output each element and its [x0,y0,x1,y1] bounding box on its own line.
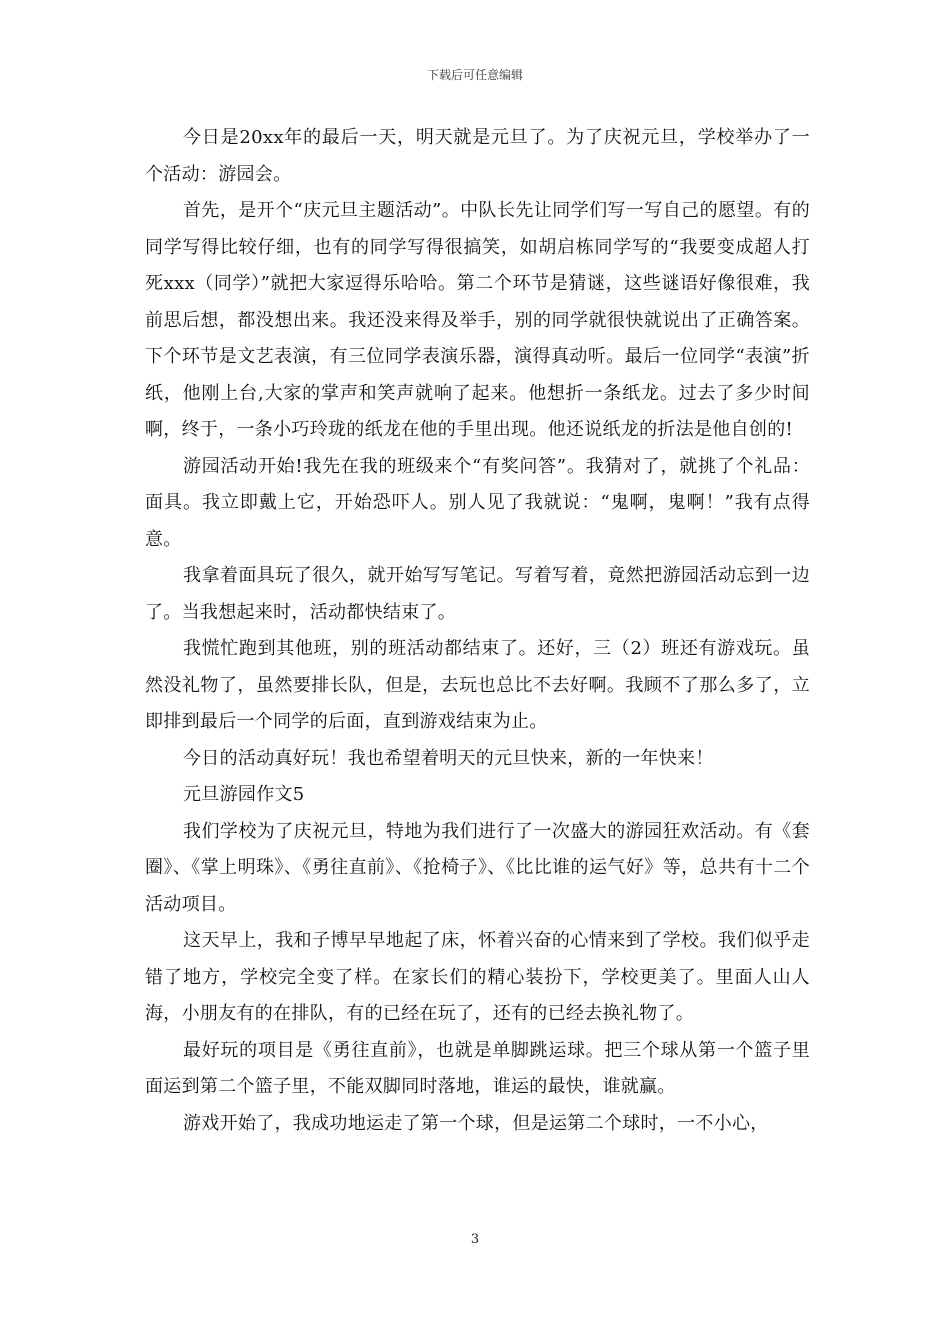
paragraph: 今日是20xx年的最后一天，明天就是元旦了。为了庆祝元旦，学校举办了一个活动：游园会。 [145,127,810,185]
paragraph: 这天早上，我和子博早早地起了床，怀着兴奋的心情来到了学校。我们似乎走错了地方，学校完全变了样。在家长们的精心装扮下，学校更美了。里面人山人海，小朋友有的在排队，有的已经在玩了，还有的已经去换礼物了。 [145,930,810,1024]
paragraph: 最好玩的项目是《勇往直前》，也就是单脚跳运球。把三个球从第一个篮子里面运到第二个篮子里，不能双脚同时落地，谁运的最快，谁就赢。 [145,1039,810,1097]
paragraph: 游戏开始了，我成功地运走了第一个球，但是运第二个球时，一不小心， [183,1112,769,1134]
paragraph: 今日的活动真好玩！我也希望着明天的元旦快来，新的一年快来！ [183,747,714,769]
paragraph: 我们学校为了庆祝元旦，特地为我们进行了一次盛大的游园狂欢活动。有《套圈》、《掌上明珠》、《勇往直前》、《抢椅子》、《比比谁的运气好》等，总共有十二个活动项目。 [145,820,810,915]
section-title: 元旦游园作文5 [183,784,305,805]
paragraph: 首先，是开个“庆元旦主题活动”。中队长先让同学们写一写自己的愿望。有的同学写得比较仔细，也有的同学写得很搞笑，如胡启栋同学写的“我要变成超人打死xxx（同学）”就把大家逗得乐哈哈。第二个环节是猜谜，这些谜语好像很难，我前思后想，都没想出来。我还没来得及举手，别的同学就很快就说出了正确答案。下个环节是文艺表演，有三位同学表演乐器，演得真动听。最后一位同学“表演”折纸，他刚上台,大家的掌声和笑声就响了起来。他想折一条纸龙。过去了多少时间啊，终于，一条小巧玲珑的纸龙在他的手里出现。他还说纸龙的折法是他自创的! [145,200,810,440]
page-number: 3 [470,1232,480,1247]
paragraph: 游园活动开始!我先在我的班级来个“有奖问答”。我猜对了，就挑了个礼品：面具。我立即戴上它，开始恐吓人。别人见了我就说：“鬼啊，鬼啊！”我有点得意。 [145,455,810,550]
paragraph: 我慌忙跑到其他班，别的班活动都结束了。还好，三（2）班还有游戏玩。虽然没礼物了，虽然要排长队，但是，去玩也总比不去好啊。我顾不了那么多了，立即排到最后一个同学的后面，直到游戏结束为止。 [145,638,810,732]
page-header: 下载后可任意编辑 [426,68,523,82]
paragraph: 我拿着面具玩了很久，就开始写写笔记。写着写着，竟然把游园活动忘到一边了。当我想起来时，活动都快结束了。 [145,565,810,623]
document-body [145,120,810,1142]
